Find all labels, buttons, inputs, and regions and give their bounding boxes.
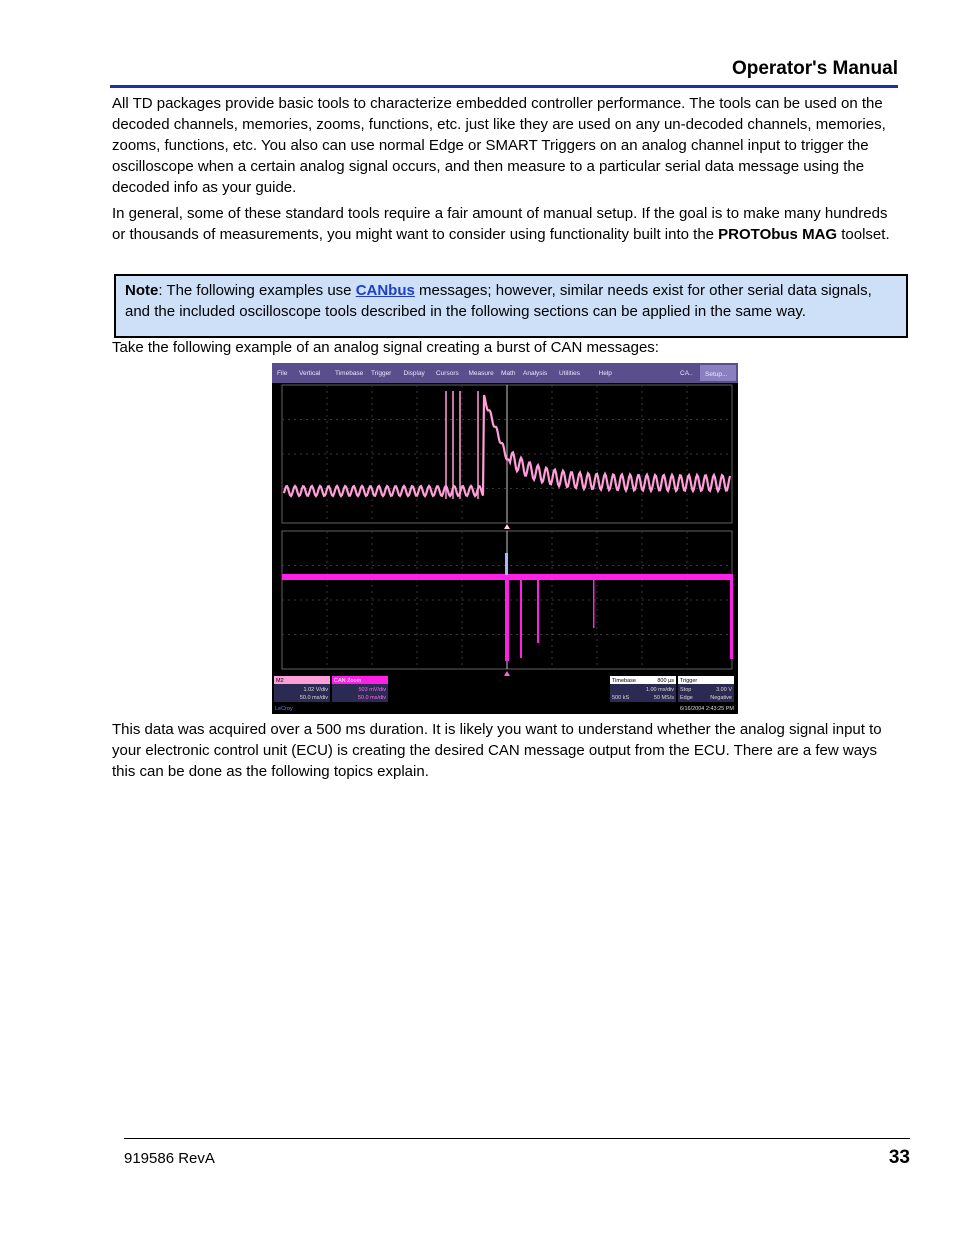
timebase-rate: 1.00 ms/div <box>645 687 674 693</box>
manual-setup-paragraph <box>112 203 902 245</box>
note-text-tail: messages; however, similar needs exist for other serial data signals, and the included oscilloscope tools described in the following sections can be applied in the same way. <box>125 282 872 320</box>
p2-tail: toolset. <box>837 226 890 243</box>
trigger-slope: Negative <box>710 695 732 701</box>
timebase-label: Timebase <box>612 678 636 684</box>
timebase-value: 800 µs <box>657 678 674 684</box>
note-box <box>114 274 908 338</box>
timebase-srate: 50 MS/s <box>653 695 674 701</box>
note-label: Note <box>125 282 159 299</box>
scope-timestamp: 6/16/2004 2:43:25 PM <box>679 706 734 712</box>
scope-menu-item-cursors[interactable]: Cursors <box>436 370 459 377</box>
p2-text: In general, some of these standard tools require a fair amount of manual setup. If the goal is to make many hundreds or thousands of measurements, you might want to consider using functionality built into the <box>112 205 888 243</box>
canbus-link[interactable]: CANbus <box>355 282 415 299</box>
scope-menu-item-measure[interactable]: Measure <box>468 370 494 377</box>
acquisition-paragraph: This data was acquired over a 500 ms duration. It is likely you want to understand whether the analog signal input to your electronic control unit (ECU) is creating the desired CAN message output from the ECU. There are a few ways this can be done as the following topics explain. <box>112 721 882 780</box>
ch2-tdiv: 50.0 ms/div <box>357 695 386 701</box>
ch1-label: M2 <box>276 678 284 684</box>
trigger-type: Edge <box>680 695 693 701</box>
scope-menu-item-display[interactable]: Display <box>403 370 425 377</box>
scope-menu-item-vertical[interactable]: Vertical <box>299 370 321 377</box>
intro-paragraph: All TD packages provide basic tools to characterize embedded controller performance. The tools can be used on the decoded channels, memories, zooms, functions, etc. just like they are used on any un-decoded channels, memories, zooms, functions, etc. You also can use normal Edge or SMART Triggers on an analog channel input to trigger the oscilloscope when a certain analog signal occurs, and then measure to a particular serial data message using the decoded info as your guide. <box>112 95 886 196</box>
document-number: 919586 RevA <box>124 1150 215 1167</box>
scope-menu-item-trigger[interactable]: Trigger <box>371 370 392 377</box>
ch2-label: CAN Zoom <box>334 678 362 684</box>
scope-setup-label: Setup... <box>705 371 728 378</box>
protobus-mag-term: PROTObus MAG <box>718 226 838 243</box>
note-text: : The following examples use <box>158 282 356 299</box>
page-header-title: Operator's Manual <box>731 58 898 79</box>
ch1-vdiv: 1.02 V/div <box>303 687 328 693</box>
example-intro-paragraph: Take the following example of an analog signal creating a burst of CAN messages: <box>112 339 659 356</box>
scope-menu-item-help[interactable]: Help <box>598 370 612 377</box>
scope-menu-item-utilities[interactable]: Utilities <box>559 370 580 377</box>
scope-menu-item-timebase[interactable]: Timebase <box>335 370 364 377</box>
trigger-mode: Stop <box>680 687 692 693</box>
scope-menu-item-math[interactable]: Math <box>501 370 516 377</box>
trigger-label: Trigger <box>680 678 698 684</box>
scope-menu-item-analysis[interactable]: Analysis <box>523 370 548 377</box>
footer-rule <box>124 1138 910 1139</box>
ch1-tdiv: 50.0 ms/div <box>299 695 328 701</box>
timebase-samples: 500 kS <box>612 695 630 701</box>
scope-menu-right: CA.. <box>680 370 693 377</box>
header-rule <box>110 85 898 88</box>
brand-logo: LeCroy <box>275 706 293 712</box>
scope-menu-item-file[interactable]: File <box>277 370 288 377</box>
oscilloscope-screenshot <box>272 363 738 714</box>
page-number: 33 <box>888 1147 910 1168</box>
trigger-level: 3.00 V <box>716 687 732 693</box>
ch2-vdiv: 503 mV/div <box>358 687 386 693</box>
